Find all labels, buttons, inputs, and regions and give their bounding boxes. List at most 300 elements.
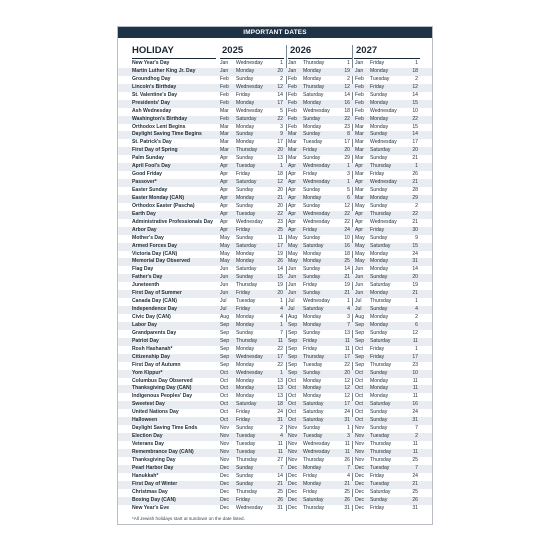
- month-cell: Apr: [220, 171, 228, 178]
- month-cell: Dec: [220, 472, 230, 479]
- weekday-cell: Sunday: [370, 369, 388, 376]
- day-number-cell: 22: [412, 210, 418, 217]
- day-number-cell: 17: [344, 353, 350, 360]
- day-number-cell: 13: [277, 377, 283, 384]
- table-row: [118, 76, 432, 84]
- day-number-cell: 1: [347, 179, 350, 186]
- weekday-cell: Sunday: [303, 369, 321, 376]
- holiday-name: First Day of Spring: [132, 147, 178, 154]
- weekday-cell: Sunday: [236, 155, 254, 162]
- weekday-cell: Monday: [236, 393, 255, 400]
- table-row: [118, 465, 432, 473]
- month-cell: Jun: [355, 282, 364, 289]
- weekday-cell: Thursday: [236, 456, 258, 463]
- weekday-cell: Monday: [303, 123, 322, 130]
- weekday-cell: Saturday: [303, 91, 324, 98]
- month-cell: May: [220, 234, 230, 241]
- weekday-cell: Saturday: [236, 115, 257, 122]
- weekday-cell: Monday: [236, 314, 255, 320]
- month-cell: Oct: [288, 393, 296, 400]
- day-number-cell: 4: [280, 314, 283, 320]
- weekday-cell: Friday: [236, 417, 251, 424]
- table-row: [118, 139, 432, 147]
- month-cell: Jan: [355, 60, 364, 66]
- weekday-cell: Friday: [303, 282, 318, 289]
- weekday-cell: Monday: [370, 266, 389, 273]
- table-row: [118, 203, 432, 211]
- weekday-cell: Sunday: [303, 187, 321, 193]
- weekday-cell: Thursday: [236, 337, 258, 344]
- month-cell: Feb: [220, 99, 229, 106]
- day-number-cell: 12: [277, 83, 283, 90]
- day-number-cell: 14: [412, 266, 418, 273]
- month-cell: Apr: [288, 163, 296, 170]
- month-cell: May: [288, 250, 298, 257]
- day-number-cell: 21: [412, 155, 418, 162]
- day-number-cell: 15: [277, 274, 283, 281]
- weekday-cell: Saturday: [303, 306, 324, 313]
- weekday-cell: Sunday: [236, 202, 254, 209]
- holiday-name: Washington's Birthday: [132, 115, 188, 122]
- day-number-cell: 15: [412, 123, 418, 130]
- month-cell: Jun: [355, 274, 364, 281]
- month-cell: Oct: [288, 401, 296, 408]
- month-cell: Jun: [220, 282, 229, 289]
- month-cell: Sep: [288, 337, 298, 344]
- day-number-cell: 14: [277, 472, 283, 479]
- day-number-cell: 11: [412, 441, 418, 447]
- day-number-cell: 31: [412, 504, 418, 511]
- weekday-cell: Saturday: [303, 401, 324, 408]
- weekday-cell: Tuesday: [236, 441, 256, 447]
- weekday-cell: Monday: [370, 290, 389, 297]
- holiday-name: Pearl Harbor Day: [132, 464, 174, 471]
- day-number-cell: 11: [412, 393, 418, 400]
- month-cell: Apr: [220, 218, 228, 225]
- day-number-cell: 1: [280, 369, 283, 376]
- weekday-cell: Monday: [303, 250, 322, 257]
- month-cell: Sep: [355, 337, 365, 344]
- weekday-cell: Wednesday: [236, 83, 263, 90]
- weekday-cell: Friday: [370, 226, 385, 233]
- month-cell: Jun: [288, 274, 297, 281]
- day-number-cell: 10: [412, 369, 418, 376]
- table-row: [118, 116, 432, 124]
- month-cell: Apr: [220, 163, 228, 170]
- weekday-cell: Friday: [236, 409, 251, 416]
- day-number-cell: 17: [277, 99, 283, 106]
- day-number-cell: 14: [412, 131, 418, 138]
- weekday-cell: Thursday: [370, 298, 392, 305]
- weekday-cell: Monday: [370, 123, 389, 130]
- table-row: [118, 179, 432, 187]
- table-row: [118, 497, 432, 505]
- weekday-cell: Monday: [303, 67, 322, 74]
- month-cell: Sep: [355, 361, 365, 368]
- day-number-cell: 18: [277, 171, 283, 178]
- holiday-name: Presidents' Day: [132, 99, 171, 106]
- month-cell: Oct: [288, 409, 296, 416]
- month-cell: Mar: [220, 139, 229, 146]
- month-cell: Aug: [220, 314, 230, 320]
- day-number-cell: 11: [412, 385, 418, 392]
- month-cell: Dec: [220, 480, 230, 487]
- weekday-cell: Monday: [370, 258, 389, 265]
- month-cell: Nov: [355, 433, 365, 440]
- weekday-cell: Sunday: [236, 329, 254, 336]
- month-cell: Dec: [288, 504, 298, 511]
- month-cell: Nov: [288, 441, 298, 447]
- weekday-cell: Thursday: [370, 210, 392, 217]
- table-row: [118, 385, 432, 393]
- weekday-cell: Monday: [303, 377, 322, 384]
- weekday-cell: Sunday: [303, 425, 321, 432]
- month-cell: Jun: [220, 266, 229, 273]
- table-row: [118, 195, 432, 203]
- day-number-cell: 15: [412, 99, 418, 106]
- holiday-name: Lincoln's Birthday: [132, 83, 177, 90]
- table-row: [118, 131, 432, 139]
- month-cell: Oct: [288, 417, 296, 424]
- day-number-cell: 18: [277, 401, 283, 408]
- table-row: [118, 338, 432, 346]
- day-number-cell: 10: [344, 234, 350, 241]
- table-row: [118, 346, 432, 354]
- day-number-cell: 24: [344, 226, 350, 233]
- month-cell: Feb: [355, 75, 364, 82]
- weekday-cell: Saturday: [236, 401, 257, 408]
- month-cell: Dec: [220, 464, 230, 471]
- weekday-cell: Monday: [303, 393, 322, 400]
- day-number-cell: 17: [344, 139, 350, 146]
- month-cell: Nov: [288, 425, 298, 432]
- day-number-cell: 1: [415, 60, 418, 66]
- holiday-name: Memorial Day Observed: [132, 258, 191, 265]
- month-cell: Oct: [355, 385, 363, 392]
- day-number-cell: 21: [412, 290, 418, 297]
- weekday-cell: Sunday: [370, 425, 388, 432]
- table-row: [118, 481, 432, 489]
- day-number-cell: 14: [344, 266, 350, 273]
- day-number-cell: 1: [280, 163, 283, 170]
- weekday-cell: Saturday: [303, 242, 324, 249]
- weekday-cell: Wednesday: [303, 163, 330, 170]
- day-number-cell: 7: [347, 464, 350, 471]
- day-number-cell: 13: [277, 393, 283, 400]
- table-row: [118, 393, 432, 401]
- weekday-cell: Saturday: [370, 401, 391, 408]
- weekday-cell: Wednesday: [370, 139, 397, 146]
- month-cell: May: [288, 242, 298, 249]
- day-number-cell: 26: [412, 496, 418, 503]
- day-number-cell: 21: [344, 480, 350, 487]
- weekday-cell: Friday: [370, 345, 385, 352]
- month-cell: Sep: [288, 321, 298, 328]
- month-cell: May: [355, 234, 365, 241]
- weekday-cell: Monday: [303, 194, 322, 201]
- day-number-cell: 17: [277, 242, 283, 249]
- day-number-cell: 30: [412, 226, 418, 233]
- month-cell: Apr: [288, 202, 296, 209]
- month-cell: Apr: [288, 187, 296, 193]
- weekday-cell: Monday: [303, 258, 322, 265]
- month-cell: Sep: [355, 353, 365, 360]
- holiday-name: Thanksgiving Day: [132, 456, 176, 463]
- weekday-cell: Wednesday: [303, 448, 330, 455]
- month-cell: Oct: [220, 369, 228, 376]
- weekday-cell: Friday: [370, 353, 385, 360]
- weekday-cell: Monday: [236, 250, 255, 257]
- month-cell: Dec: [355, 464, 365, 471]
- weekday-cell: Tuesday: [236, 163, 256, 170]
- month-cell: Dec: [288, 464, 298, 471]
- month-cell: Feb: [355, 83, 364, 90]
- important-dates-sheet: [117, 26, 433, 525]
- table-row: [118, 235, 432, 243]
- day-number-cell: 22: [344, 115, 350, 122]
- month-cell: Nov: [220, 425, 230, 432]
- day-number-cell: 1: [347, 163, 350, 170]
- day-number-cell: 2: [280, 425, 283, 432]
- weekday-cell: Sunday: [236, 480, 254, 487]
- table-row: [118, 124, 432, 132]
- day-number-cell: 25: [412, 488, 418, 495]
- day-number-cell: 28: [412, 187, 418, 193]
- weekday-cell: Monday: [303, 480, 322, 487]
- weekday-cell: Thursday: [236, 282, 258, 289]
- weekday-cell: Monday: [370, 393, 389, 400]
- month-cell: Apr: [288, 210, 296, 217]
- day-number-cell: 16: [344, 99, 350, 106]
- month-cell: Jun: [355, 290, 364, 297]
- day-number-cell: 31: [277, 504, 283, 511]
- holiday-name: Daylight Saving Time Begins: [132, 131, 202, 138]
- weekday-cell: Sunday: [370, 417, 388, 424]
- day-number-cell: 5: [280, 107, 283, 114]
- month-cell: Jan: [355, 67, 364, 74]
- table-row: [118, 409, 432, 417]
- day-number-cell: 21: [344, 274, 350, 281]
- month-cell: Nov: [288, 456, 298, 463]
- weekday-cell: Sunday: [303, 274, 321, 281]
- day-number-cell: 29: [412, 194, 418, 201]
- weekday-cell: Sunday: [370, 306, 388, 313]
- holiday-table: [118, 60, 432, 512]
- table-row: [118, 425, 432, 433]
- day-number-cell: 14: [277, 91, 283, 98]
- weekday-cell: Saturday: [370, 488, 391, 495]
- weekday-cell: Friday: [236, 171, 251, 178]
- month-cell: Apr: [355, 179, 363, 186]
- day-number-cell: 4: [280, 433, 283, 440]
- holiday-name: Veterans Day: [132, 441, 164, 447]
- month-cell: Nov: [220, 456, 230, 463]
- day-number-cell: 2: [347, 75, 350, 82]
- day-number-cell: 7: [280, 329, 283, 336]
- day-number-cell: 12: [412, 329, 418, 336]
- weekday-cell: Sunday: [236, 187, 254, 193]
- weekday-cell: Sunday: [370, 409, 388, 416]
- holiday-name: Flag Day: [132, 266, 154, 273]
- table-row: [118, 266, 432, 274]
- holiday-name: Canada Day (CAN): [132, 298, 178, 305]
- weekday-cell: Monday: [236, 345, 255, 352]
- weekday-cell: Thursday: [370, 456, 392, 463]
- weekday-cell: Thursday: [236, 147, 258, 154]
- day-number-cell: 10: [412, 107, 418, 114]
- month-cell: Aug: [355, 314, 365, 320]
- month-cell: Feb: [288, 115, 297, 122]
- month-cell: Mar: [355, 131, 364, 138]
- weekday-cell: Thursday: [370, 448, 392, 455]
- day-number-cell: 20: [277, 67, 283, 74]
- weekday-cell: Monday: [370, 377, 389, 384]
- month-cell: Jul: [288, 306, 295, 313]
- month-cell: Oct: [220, 409, 228, 416]
- weekday-cell: Wednesday: [303, 441, 330, 447]
- weekday-cell: Sunday: [303, 115, 321, 122]
- weekday-cell: Friday: [303, 472, 318, 479]
- month-cell: Apr: [220, 202, 228, 209]
- day-number-cell: 20: [412, 274, 418, 281]
- weekday-cell: Tuesday: [370, 480, 390, 487]
- month-cell: Jun: [220, 290, 229, 297]
- weekday-cell: Thursday: [303, 504, 325, 511]
- month-cell: Jul: [220, 298, 227, 305]
- weekday-cell: Sunday: [236, 131, 254, 138]
- weekday-cell: Tuesday: [236, 210, 256, 217]
- day-number-cell: 12: [344, 202, 350, 209]
- day-number-cell: 24: [412, 250, 418, 257]
- month-cell: Jul: [288, 298, 295, 305]
- holiday-name: Easter Monday (CAN): [132, 194, 185, 201]
- month-cell: Jul: [220, 306, 227, 313]
- day-number-cell: 14: [344, 91, 350, 98]
- holiday-name: First Day of Summer: [132, 290, 182, 297]
- month-cell: Mar: [220, 107, 229, 114]
- month-cell: Dec: [288, 488, 298, 495]
- month-cell: Apr: [220, 179, 228, 186]
- day-number-cell: 17: [344, 401, 350, 408]
- month-cell: Dec: [220, 496, 230, 503]
- day-number-cell: 2: [415, 75, 418, 82]
- weekday-cell: Tuesday: [303, 139, 323, 146]
- holiday-name: Victoria Day (CAN): [132, 250, 178, 257]
- day-number-cell: 2: [415, 433, 418, 440]
- table-row: [118, 298, 432, 306]
- day-number-cell: 29: [344, 155, 350, 162]
- holiday-column-header: HOLIDAY: [132, 45, 174, 56]
- day-number-cell: 12: [277, 179, 283, 186]
- month-cell: May: [355, 202, 365, 209]
- weekday-cell: Friday: [236, 91, 251, 98]
- weekday-cell: Friday: [370, 504, 385, 511]
- weekday-cell: Saturday: [303, 409, 324, 416]
- day-number-cell: 24: [277, 409, 283, 416]
- weekday-cell: Sunday: [236, 274, 254, 281]
- month-cell: Apr: [288, 218, 296, 225]
- month-cell: May: [288, 234, 298, 241]
- day-number-cell: 23: [277, 218, 283, 225]
- day-number-cell: 18: [344, 107, 350, 114]
- day-number-cell: 21: [412, 480, 418, 487]
- table-row: [118, 84, 432, 92]
- holiday-name: Administrative Professionals Day: [132, 218, 213, 225]
- day-number-cell: 16: [344, 242, 350, 249]
- holiday-name: First Day of Winter: [132, 480, 178, 487]
- weekday-cell: Tuesday: [236, 433, 256, 440]
- table-row: [118, 219, 432, 227]
- day-number-cell: 18: [412, 67, 418, 74]
- month-cell: Sep: [220, 321, 230, 328]
- table-row: [118, 362, 432, 370]
- weekday-cell: Thursday: [370, 163, 392, 170]
- weekday-cell: Monday: [236, 123, 255, 130]
- month-cell: Mar: [220, 147, 229, 154]
- weekday-cell: Monday: [370, 67, 389, 74]
- month-cell: Jun: [288, 282, 297, 289]
- month-cell: Mar: [220, 123, 229, 130]
- day-number-cell: 27: [277, 456, 283, 463]
- holiday-name: Citizenship Day: [132, 353, 170, 360]
- day-number-cell: 19: [412, 282, 418, 289]
- year-2025-underline: [220, 58, 284, 59]
- day-number-cell: 12: [412, 83, 418, 90]
- weekday-cell: Monday: [236, 377, 255, 384]
- month-cell: Apr: [220, 194, 228, 201]
- table-row: [118, 92, 432, 100]
- holiday-name: Halloween: [132, 417, 158, 424]
- holiday-name: Ash Wednesday: [132, 107, 172, 114]
- day-number-cell: 15: [412, 242, 418, 249]
- month-cell: Feb: [288, 107, 297, 114]
- day-number-cell: 6: [415, 321, 418, 328]
- month-cell: Oct: [220, 385, 228, 392]
- day-number-cell: 23: [344, 123, 350, 130]
- weekday-cell: Monday: [370, 194, 389, 201]
- table-row: [118, 449, 432, 457]
- holiday-name: Labor Day: [132, 321, 157, 328]
- month-cell: Nov: [220, 433, 230, 440]
- holiday-name: Independence Day: [132, 306, 178, 313]
- weekday-cell: Monday: [236, 99, 255, 106]
- month-cell: Mar: [355, 139, 364, 146]
- day-number-cell: 26: [412, 171, 418, 178]
- day-number-cell: 26: [344, 496, 350, 503]
- month-cell: Nov: [355, 448, 365, 455]
- weekday-cell: Monday: [370, 321, 389, 328]
- day-number-cell: 11: [412, 337, 418, 344]
- month-cell: Nov: [220, 441, 230, 447]
- banner-title: IMPORTANT DATES: [118, 27, 432, 38]
- weekday-cell: Sunday: [303, 329, 321, 336]
- weekday-cell: Sunday: [370, 155, 388, 162]
- table-row: [118, 147, 432, 155]
- holiday-name: Juneteenth: [132, 282, 160, 289]
- month-cell: Dec: [288, 496, 298, 503]
- month-cell: Sep: [288, 345, 298, 352]
- day-number-cell: 22: [412, 115, 418, 122]
- weekday-cell: Sunday: [303, 131, 321, 138]
- month-cell: Sep: [220, 337, 230, 344]
- month-cell: Mar: [355, 147, 364, 154]
- day-number-cell: 12: [344, 377, 350, 384]
- month-cell: Jun: [220, 274, 229, 281]
- weekday-cell: Monday: [370, 250, 389, 257]
- weekday-cell: Tuesday: [303, 433, 323, 440]
- weekday-cell: Friday: [236, 306, 251, 313]
- weekday-cell: Tuesday: [370, 464, 390, 471]
